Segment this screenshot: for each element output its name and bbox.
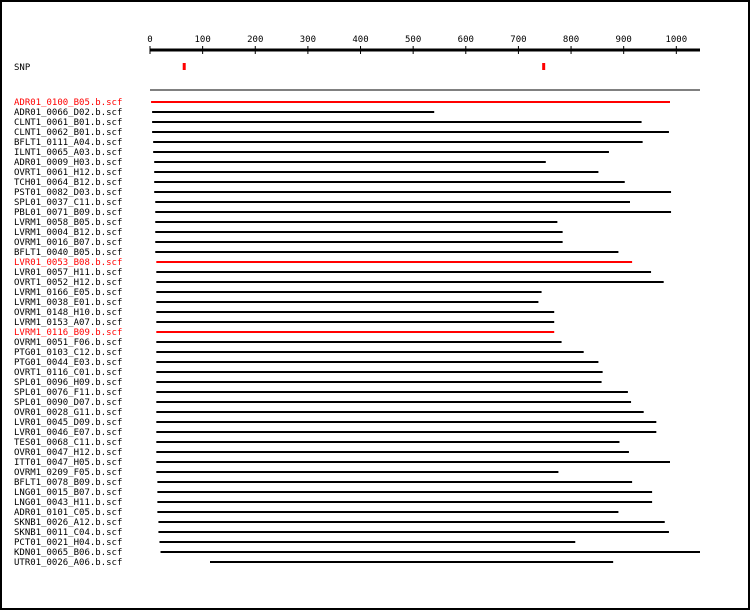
scale-tick-label: 800 bbox=[562, 35, 580, 45]
read-label: KDN01_0065_B06.b.scf bbox=[14, 548, 123, 558]
read-label: PBL01_0071_B09.b.scf bbox=[14, 208, 123, 218]
read-label: TES01_0068_C11.b.scf bbox=[14, 438, 123, 448]
read-label: OVRT1_0061_H12.b.scf bbox=[14, 168, 123, 178]
read-label: PCT01_0021_H04.b.scf bbox=[14, 538, 123, 548]
read-label: BFLT1_0078_B09.b.scf bbox=[14, 478, 123, 488]
read-label: BFLT1_0040_B05.b.scf bbox=[14, 248, 123, 258]
read-label: PTG01_0103_C12.b.scf bbox=[14, 348, 123, 358]
read-label: SPL01_0037_C11.b.scf bbox=[14, 198, 123, 208]
scale-tick-label: 600 bbox=[457, 35, 474, 45]
read-label: ADR01_0100_B05.b.scf bbox=[14, 98, 123, 108]
read-label: OVRT1_0052_H12.b.scf bbox=[14, 278, 123, 288]
read-label: PST01_0082_D03.b.scf bbox=[14, 188, 123, 198]
scale-tick-label: 700 bbox=[510, 35, 527, 45]
read-label: OVRM1_0209_F05.b.scf bbox=[14, 468, 123, 478]
scale-tick-label: 0 bbox=[147, 35, 153, 45]
read-label: ITT01_0047_H05.b.scf bbox=[14, 458, 123, 468]
read-label: LVR01_0046_E07.b.scf bbox=[14, 428, 123, 438]
read-label: TCH01_0064_B12.b.scf bbox=[14, 178, 123, 188]
reads-track bbox=[14, 98, 700, 568]
read-label: CLNT1_0061_B01.b.scf bbox=[14, 118, 123, 128]
read-label: ADR01_0066_D02.b.scf bbox=[14, 108, 123, 118]
read-label: LVR01_0057_H11.b.scf bbox=[14, 268, 123, 278]
snp-track bbox=[14, 63, 545, 73]
read-label: LNG01_0043_H11.b.scf bbox=[14, 498, 123, 508]
read-label: LVRM1_0038_E01.b.scf bbox=[14, 298, 123, 308]
read-label: LVR01_0045_D09.b.scf bbox=[14, 418, 123, 428]
read-label: OVR01_0047_H12.b.scf bbox=[14, 448, 123, 458]
read-label: OVRT1_0116_C01.b.scf bbox=[14, 368, 123, 378]
read-label: BFLT1_0111_A04.b.scf bbox=[14, 138, 123, 148]
read-label: CLNT1_0062_B01.b.scf bbox=[14, 128, 123, 138]
read-label: ADR01_0101_C05.b.scf bbox=[14, 508, 123, 518]
read-label: LVRM1_0116_B09.b.scf bbox=[14, 328, 123, 338]
read-label: SKNB1_0026_A12.b.scf bbox=[14, 518, 123, 528]
scale-tick-label: 400 bbox=[352, 35, 369, 45]
read-label: LVRM1_0004_B12.b.scf bbox=[14, 228, 123, 238]
read-label: PTG01_0044_E03.b.scf bbox=[14, 358, 123, 368]
read-label: OVRM1_0148_H10.b.scf bbox=[14, 308, 123, 318]
snp-marker bbox=[542, 63, 545, 70]
read-label: LVRM1_0153_A07.b.scf bbox=[14, 318, 123, 328]
read-label: OVRM1_0051_F06.b.scf bbox=[14, 338, 123, 348]
read-label: SPL01_0090_D07.b.scf bbox=[14, 398, 123, 408]
scale-tick-label: 100 bbox=[194, 35, 211, 45]
read-label: ADR01_0009_H03.b.scf bbox=[14, 158, 123, 168]
read-label: SKNB1_0011_C04.b.scf bbox=[14, 528, 123, 538]
read-label: LVRM1_0058_B05.b.scf bbox=[14, 218, 123, 228]
scale-tick-label: 200 bbox=[247, 35, 264, 45]
read-label: OVR01_0028_G11.b.scf bbox=[14, 408, 123, 418]
scale-tick-label: 300 bbox=[299, 35, 317, 45]
read-label: OVRM1_0016_B07.b.scf bbox=[14, 238, 123, 248]
read-label: LNG01_0015_B07.b.scf bbox=[14, 488, 123, 498]
read-alignment-diagram bbox=[2, 2, 748, 608]
snp-marker bbox=[183, 63, 186, 70]
read-label: LVR01_0053_B08.b.scf bbox=[14, 258, 123, 268]
read-label: ILNT1_0065_A03.b.scf bbox=[14, 148, 123, 158]
scale-tick-label: 1000 bbox=[665, 35, 688, 45]
read-label: SPL01_0076_F11.b.scf bbox=[14, 388, 123, 398]
read-label: SPL01_0096_H09.b.scf bbox=[14, 378, 123, 388]
read-label: UTR01_0026_A06.b.scf bbox=[14, 558, 123, 568]
coordinate-scale bbox=[147, 35, 700, 54]
snp-label: SNP bbox=[14, 63, 31, 73]
scale-tick-label: 900 bbox=[615, 35, 632, 45]
read-label: LVRM1_0166_E05.b.scf bbox=[14, 288, 123, 298]
scale-tick-label: 500 bbox=[405, 35, 422, 45]
